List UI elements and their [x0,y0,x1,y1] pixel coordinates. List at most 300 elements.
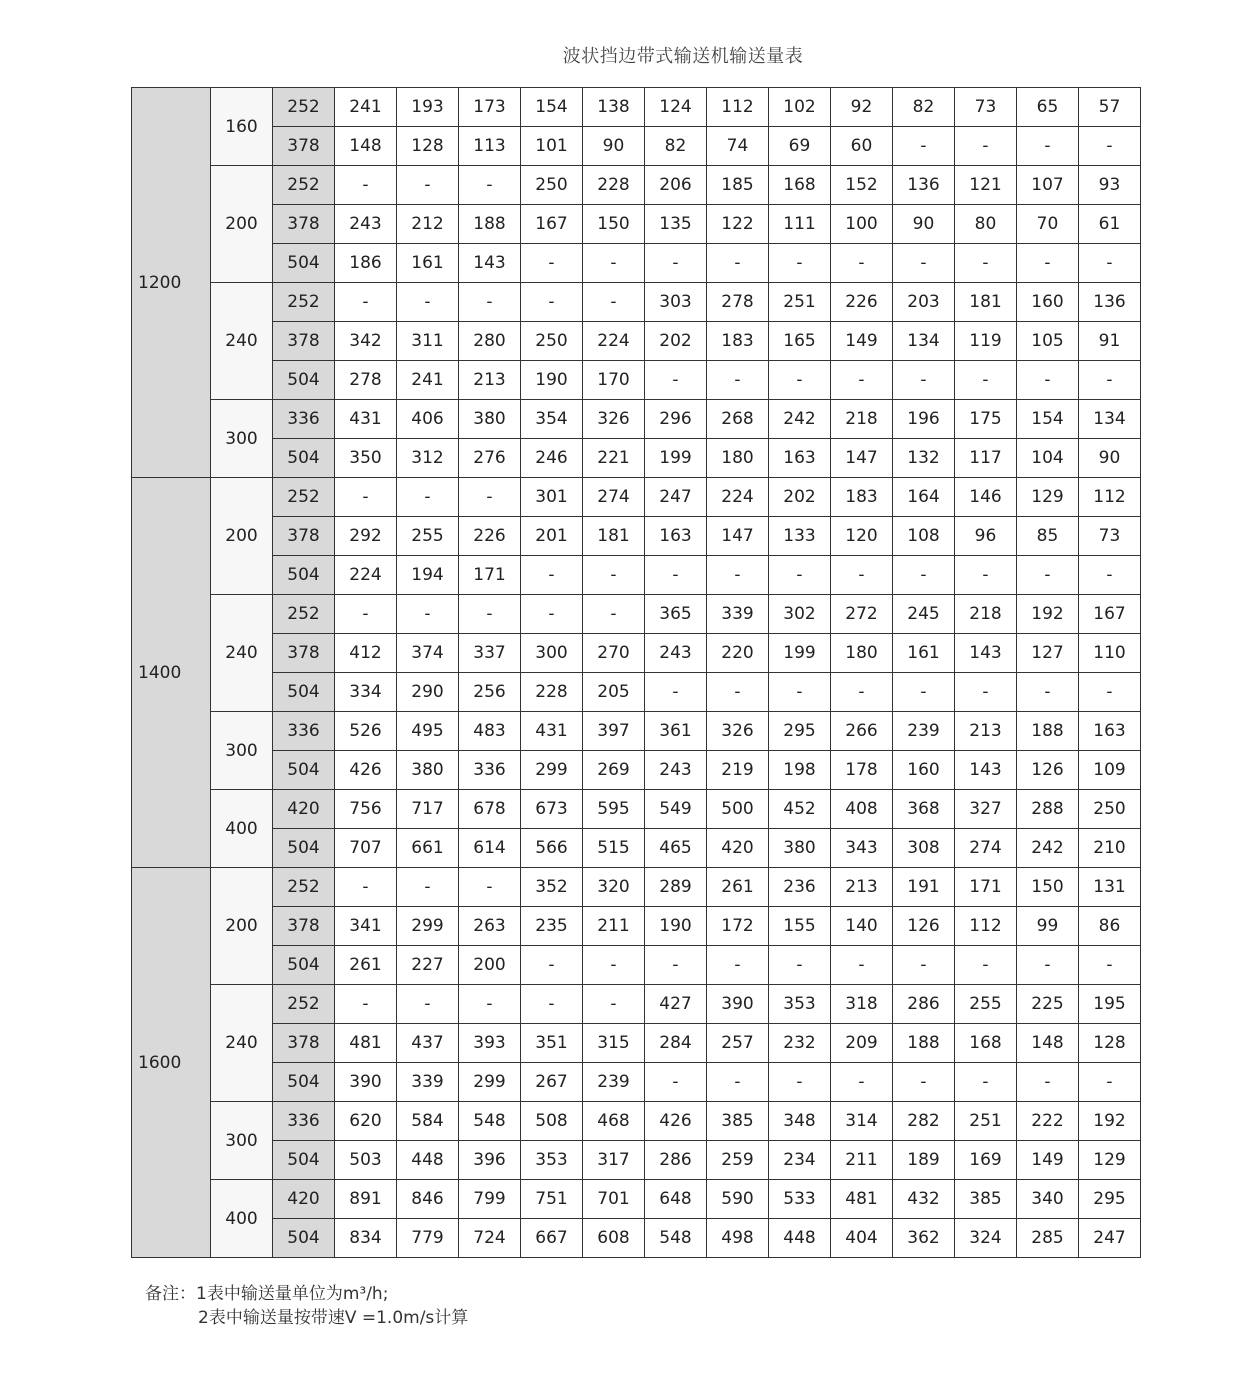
capacity-value-cell: - [521,556,583,595]
capacity-value-cell: 404 [831,1219,893,1258]
capacity-value-cell: 90 [1079,439,1141,478]
capacity-value-cell: 280 [459,322,521,361]
capacity-value-cell: - [707,556,769,595]
capacity-value-cell: 178 [831,751,893,790]
capacity-value-cell: - [707,946,769,985]
capacity-value-cell: 134 [1079,400,1141,439]
table-row [132,1141,1141,1180]
capacity-value-cell: 234 [769,1141,831,1180]
table-row [132,1102,1141,1141]
capacity-value-cell: 219 [707,751,769,790]
capacity-value-cell: 420 [707,829,769,868]
capacity-value-cell: 380 [397,751,459,790]
capacity-value-cell: 154 [1017,400,1079,439]
capacity-value-cell: 171 [459,556,521,595]
pitch-cell: 252 [273,595,335,634]
capacity-value-cell: 250 [521,322,583,361]
capacity-value-cell: 303 [645,283,707,322]
capacity-value-cell: 353 [769,985,831,1024]
capacity-value-cell: - [459,868,521,907]
capacity-value-cell: - [831,1063,893,1102]
capacity-value-cell: 101 [521,127,583,166]
capacity-value-cell: 171 [955,868,1017,907]
capacity-value-cell: 190 [521,361,583,400]
capacity-value-cell: 243 [335,205,397,244]
capacity-value-cell: 288 [1017,790,1079,829]
capacity-value-cell: - [1017,556,1079,595]
capacity-value-cell: 119 [955,322,1017,361]
pitch-cell: 504 [273,946,335,985]
capacity-value-cell: 224 [707,478,769,517]
capacity-value-cell: 175 [955,400,1017,439]
capacity-value-cell: - [893,946,955,985]
capacity-value-cell: 82 [645,127,707,166]
capacity-value-cell: - [335,595,397,634]
capacity-value-cell: - [335,868,397,907]
pitch-cell: 378 [273,127,335,166]
capacity-value-cell: 202 [645,322,707,361]
capacity-value-cell: 327 [955,790,1017,829]
pitch-cell: 252 [273,478,335,517]
capacity-value-cell: 203 [893,283,955,322]
capacity-value-cell: 220 [707,634,769,673]
capacity-value-cell: - [769,1063,831,1102]
capacity-value-cell: 278 [707,283,769,322]
capacity-value-cell: 136 [893,166,955,205]
capacity-value-cell: 361 [645,712,707,751]
pitch-cell: 420 [273,790,335,829]
capacity-value-cell: 105 [1017,322,1079,361]
capacity-value-cell: 143 [955,634,1017,673]
capacity-value-cell: 213 [955,712,1017,751]
capacity-value-cell: 149 [1017,1141,1079,1180]
capacity-value-cell: - [521,946,583,985]
capacity-value-cell: 251 [769,283,831,322]
capacity-value-cell: 168 [955,1024,1017,1063]
table-row [132,244,1141,283]
capacity-value-cell: 129 [1079,1141,1141,1180]
capacity-value-cell: 188 [1017,712,1079,751]
pitch-cell: 378 [273,205,335,244]
sidewall-height-cell: 240 [211,595,273,712]
capacity-value-cell: 385 [707,1102,769,1141]
capacity-value-cell: 285 [1017,1219,1079,1258]
capacity-value-cell: 678 [459,790,521,829]
capacity-value-cell: - [397,985,459,1024]
capacity-value-cell: - [645,1063,707,1102]
capacity-value-cell: 161 [893,634,955,673]
capacity-value-cell: 221 [583,439,645,478]
capacity-value-cell: 224 [583,322,645,361]
pitch-cell: 336 [273,1102,335,1141]
pitch-cell: 504 [273,673,335,712]
capacity-value-cell: 149 [831,322,893,361]
capacity-value-cell: 365 [645,595,707,634]
capacity-value-cell: 127 [1017,634,1079,673]
pitch-cell: 252 [273,868,335,907]
capacity-value-cell: 132 [893,439,955,478]
capacity-value-cell: - [707,1063,769,1102]
capacity-value-cell: 300 [521,634,583,673]
table-row [132,1063,1141,1102]
capacity-value-cell: 150 [583,205,645,244]
table-row [132,712,1141,751]
capacity-value-cell: 354 [521,400,583,439]
note-line-2: 2表中输送量按带速V =1.0m/s计算 [198,1308,469,1328]
capacity-value-cell: - [769,673,831,712]
pitch-cell: 252 [273,985,335,1024]
capacity-value-cell: - [1017,1063,1079,1102]
sidewall-height-cell: 400 [211,790,273,868]
capacity-value-cell: 161 [397,244,459,283]
table-row [132,283,1141,322]
capacity-value-cell: - [1079,556,1141,595]
capacity-value-cell: 368 [893,790,955,829]
capacity-value-cell: 426 [335,751,397,790]
capacity-value-cell: - [893,1063,955,1102]
capacity-value-cell: 324 [955,1219,1017,1258]
pitch-cell: 504 [273,361,335,400]
capacity-value-cell: 185 [707,166,769,205]
capacity-value-cell: 308 [893,829,955,868]
capacity-value-cell: 351 [521,1024,583,1063]
capacity-value-cell: 548 [645,1219,707,1258]
table-row [132,790,1141,829]
capacity-value-cell: 286 [893,985,955,1024]
capacity-value-cell: - [459,166,521,205]
pitch-cell: 504 [273,556,335,595]
capacity-value-cell: 267 [521,1063,583,1102]
capacity-value-cell: - [1079,1063,1141,1102]
table-row [132,751,1141,790]
capacity-value-cell: - [707,244,769,283]
capacity-value-cell: 256 [459,673,521,712]
pitch-cell: 336 [273,400,335,439]
capacity-value-cell: 213 [459,361,521,400]
sidewall-height-cell: 200 [211,868,273,985]
capacity-value-cell: 242 [769,400,831,439]
capacity-value-cell: 225 [1017,985,1079,1024]
capacity-value-cell: - [831,946,893,985]
capacity-value-cell: 133 [769,517,831,556]
note-line-1: 备注：1表中输送量单位为m³/h; [145,1284,389,1304]
capacity-value-cell: - [583,946,645,985]
capacity-value-cell: - [459,595,521,634]
capacity-value-cell: 251 [955,1102,1017,1141]
capacity-value-cell: 226 [459,517,521,556]
capacity-value-cell: 661 [397,829,459,868]
capacity-value-cell: 205 [583,673,645,712]
capacity-value-cell: - [1079,946,1141,985]
capacity-value-cell: 397 [583,712,645,751]
capacity-value-cell: 160 [893,751,955,790]
capacity-value-cell: - [335,985,397,1024]
capacity-value-cell: 143 [955,751,1017,790]
capacity-value-cell: 261 [707,868,769,907]
capacity-value-cell: - [955,361,1017,400]
capacity-value-cell: 107 [1017,166,1079,205]
capacity-value-cell: 243 [645,634,707,673]
capacity-value-cell: 201 [521,517,583,556]
capacity-value-cell: 590 [707,1180,769,1219]
belt-width-cell: 1200 [132,88,211,478]
capacity-value-cell: 131 [1079,868,1141,907]
capacity-value-cell: 91 [1079,322,1141,361]
capacity-value-cell: 320 [583,868,645,907]
capacity-value-cell: 60 [831,127,893,166]
capacity-value-cell: 180 [831,634,893,673]
capacity-value-cell: 255 [397,517,459,556]
capacity-value-cell: 673 [521,790,583,829]
capacity-value-cell: 128 [397,127,459,166]
capacity-value-cell: 241 [397,361,459,400]
capacity-value-cell: - [645,244,707,283]
capacity-value-cell: - [645,673,707,712]
capacity-value-cell: 191 [893,868,955,907]
capacity-value-cell: 426 [645,1102,707,1141]
capacity-value-cell: 183 [707,322,769,361]
capacity-value-cell: 336 [459,751,521,790]
capacity-value-cell: - [707,673,769,712]
capacity-value-cell: 667 [521,1219,583,1258]
capacity-value-cell: - [397,166,459,205]
capacity-value-cell: 508 [521,1102,583,1141]
capacity-value-cell: 341 [335,907,397,946]
capacity-value-cell: 799 [459,1180,521,1219]
pitch-cell: 504 [273,1219,335,1258]
capacity-value-cell: - [831,556,893,595]
capacity-value-cell: 243 [645,751,707,790]
capacity-value-cell: 117 [955,439,1017,478]
capacity-value-cell: 146 [955,478,1017,517]
capacity-value-cell: 100 [831,205,893,244]
capacity-value-cell: 147 [707,517,769,556]
capacity-value-cell: 380 [459,400,521,439]
capacity-value-cell: 65 [1017,88,1079,127]
capacity-value-cell: 247 [645,478,707,517]
capacity-value-cell: 257 [707,1024,769,1063]
capacity-value-cell: 73 [1079,517,1141,556]
capacity-value-cell: 232 [769,1024,831,1063]
capacity-value-cell: 362 [893,1219,955,1258]
capacity-value-cell: 299 [521,751,583,790]
pitch-cell: 378 [273,907,335,946]
capacity-value-cell: 193 [397,88,459,127]
capacity-value-cell: 213 [831,868,893,907]
capacity-value-cell: 326 [583,400,645,439]
table-row [132,205,1141,244]
capacity-value-cell: 173 [459,88,521,127]
capacity-value-cell: - [769,946,831,985]
capacity-value-cell: 199 [645,439,707,478]
capacity-value-cell: 165 [769,322,831,361]
capacity-value-cell: 498 [707,1219,769,1258]
capacity-value-cell: 163 [1079,712,1141,751]
capacity-value-cell: 104 [1017,439,1079,478]
capacity-value-cell: 584 [397,1102,459,1141]
capacity-value-cell: - [893,127,955,166]
table-row [132,595,1141,634]
table-row [132,439,1141,478]
capacity-value-cell: 152 [831,166,893,205]
capacity-value-cell: 186 [335,244,397,283]
capacity-value-cell: 526 [335,712,397,751]
capacity-value-cell: - [955,556,1017,595]
capacity-value-cell: 701 [583,1180,645,1219]
sidewall-height-cell: 300 [211,400,273,478]
capacity-value-cell: 266 [831,712,893,751]
capacity-value-cell: 143 [459,244,521,283]
capacity-value-cell: 481 [335,1024,397,1063]
capacity-value-cell: - [645,556,707,595]
table-row [132,166,1141,205]
table-row [132,127,1141,166]
capacity-value-cell: 348 [769,1102,831,1141]
capacity-value-cell: 343 [831,829,893,868]
capacity-value-cell: 226 [831,283,893,322]
capacity-value-cell: 247 [1079,1219,1141,1258]
capacity-value-cell: 61 [1079,205,1141,244]
capacity-value-cell: 109 [1079,751,1141,790]
table-row [132,361,1141,400]
capacity-value-cell: - [893,556,955,595]
capacity-value-cell: 211 [831,1141,893,1180]
capacity-value-cell: 126 [893,907,955,946]
capacity-value-cell: - [645,361,707,400]
capacity-value-cell: 150 [1017,868,1079,907]
capacity-value-cell: 274 [955,829,1017,868]
capacity-value-cell: - [583,556,645,595]
capacity-value-cell: 468 [583,1102,645,1141]
pitch-cell: 504 [273,751,335,790]
capacity-value-cell: 168 [769,166,831,205]
capacity-value-cell: 239 [893,712,955,751]
capacity-value-cell: 167 [521,205,583,244]
capacity-value-cell: 110 [1079,634,1141,673]
capacity-value-cell: 129 [1017,478,1079,517]
capacity-value-cell: 200 [459,946,521,985]
belt-width-cell: 1400 [132,478,211,868]
capacity-value-cell: 202 [769,478,831,517]
capacity-value-cell: 412 [335,634,397,673]
capacity-value-cell: 155 [769,907,831,946]
capacity-value-cell: 566 [521,829,583,868]
capacity-value-cell: 620 [335,1102,397,1141]
capacity-value-cell: 481 [831,1180,893,1219]
capacity-value-cell: 210 [1079,829,1141,868]
table-row [132,985,1141,1024]
capacity-value-cell: 154 [521,88,583,127]
capacity-value-cell: 274 [583,478,645,517]
sidewall-height-cell: 200 [211,166,273,283]
capacity-value-cell: 102 [769,88,831,127]
capacity-value-cell: 169 [955,1141,1017,1180]
capacity-value-cell: 69 [769,127,831,166]
capacity-value-cell: 228 [583,166,645,205]
capacity-value-cell: 183 [831,478,893,517]
pitch-cell: 504 [273,1141,335,1180]
capacity-value-cell: 431 [521,712,583,751]
belt-width-cell: 1600 [132,868,211,1258]
capacity-value-cell: - [1079,127,1141,166]
capacity-value-cell: 834 [335,1219,397,1258]
capacity-value-cell: 250 [1079,790,1141,829]
capacity-value-cell: 199 [769,634,831,673]
pitch-cell: 336 [273,712,335,751]
capacity-value-cell: 180 [707,439,769,478]
sidewall-height-cell: 400 [211,1180,273,1258]
capacity-value-cell: 57 [1079,88,1141,127]
capacity-value-cell: 299 [397,907,459,946]
capacity-value-cell: - [955,1063,1017,1102]
capacity-value-cell: - [335,283,397,322]
capacity-value-cell: 393 [459,1024,521,1063]
capacity-value-cell: 427 [645,985,707,1024]
capacity-value-cell: 272 [831,595,893,634]
capacity-value-cell: 295 [769,712,831,751]
capacity-value-cell: 235 [521,907,583,946]
capacity-value-cell: - [335,166,397,205]
capacity-value-cell: 515 [583,829,645,868]
capacity-value-cell: 163 [645,517,707,556]
table-row [132,88,1141,127]
capacity-value-cell: - [893,361,955,400]
capacity-value-cell: 318 [831,985,893,1024]
capacity-value-cell: 448 [769,1219,831,1258]
capacity-value-cell: 406 [397,400,459,439]
capacity-value-cell: 128 [1079,1024,1141,1063]
capacity-value-cell: 167 [1079,595,1141,634]
capacity-value-cell: - [707,361,769,400]
capacity-value-cell: 124 [645,88,707,127]
capacity-value-cell: 236 [769,868,831,907]
capacity-value-cell: 340 [1017,1180,1079,1219]
capacity-value-cell: 122 [707,205,769,244]
capacity-value-cell: 448 [397,1141,459,1180]
capacity-value-cell: - [335,478,397,517]
capacity-value-cell: 290 [397,673,459,712]
capacity-value-cell: 751 [521,1180,583,1219]
capacity-value-cell: - [521,244,583,283]
capacity-value-cell: 380 [769,829,831,868]
capacity-value-cell: 268 [707,400,769,439]
capacity-value-cell: 311 [397,322,459,361]
capacity-value-cell: 317 [583,1141,645,1180]
capacity-value-cell: 846 [397,1180,459,1219]
pitch-cell: 504 [273,1063,335,1102]
capacity-value-cell: 891 [335,1180,397,1219]
capacity-value-cell: 90 [583,127,645,166]
capacity-value-cell: 212 [397,205,459,244]
capacity-value-cell: 301 [521,478,583,517]
capacity-value-cell: 172 [707,907,769,946]
capacity-value-cell: 190 [645,907,707,946]
sidewall-height-cell: 160 [211,88,273,166]
capacity-value-cell: 533 [769,1180,831,1219]
capacity-value-cell: 483 [459,712,521,751]
capacity-value-cell: - [769,556,831,595]
capacity-value-cell: 160 [1017,283,1079,322]
capacity-value-cell: - [521,985,583,1024]
table-row [132,478,1141,517]
capacity-value-cell: 339 [707,595,769,634]
capacity-value-cell: - [1017,946,1079,985]
capacity-value-cell: 259 [707,1141,769,1180]
capacity-value-cell: - [1079,673,1141,712]
capacity-value-cell: - [1017,361,1079,400]
sidewall-height-cell: 240 [211,985,273,1102]
capacity-value-cell: 194 [397,556,459,595]
